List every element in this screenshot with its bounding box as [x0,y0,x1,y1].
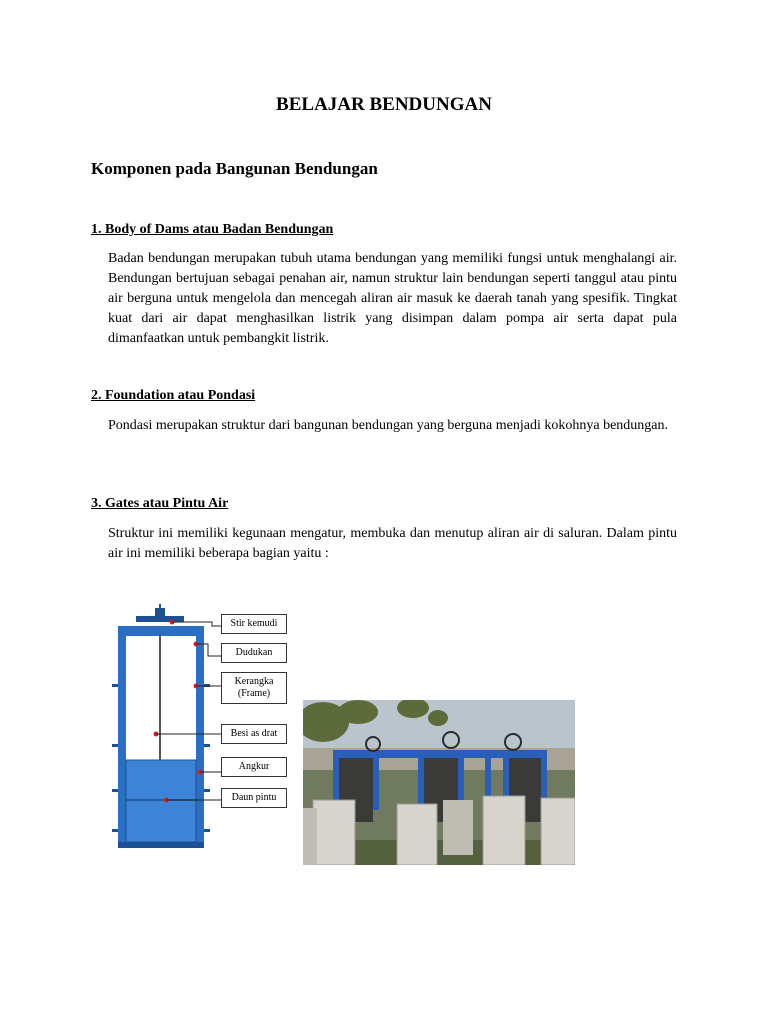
label-dudukan: Dudukan [221,643,287,663]
water-gate-photo [303,700,575,865]
section-title: Komponen pada Bangunan Bendungan [91,159,378,178]
water-gate-photo-illustration [303,700,575,865]
document-title: BELAJAR BENDUNGAN [276,94,492,115]
label-kerangka-line1: Kerangka [234,676,274,687]
heading-foundation: 2. Foundation atau Pondasi [91,388,256,403]
heading-gates: 3. Gates atau Pintu Air [91,496,229,511]
paragraph-body-of-dams: Badan bendungan merupakan tubuh utama bendungan yang memiliki fungsi untuk menghalangi air. Bendungan bertujuan sebagai penahan air, namun struktur lain bendungan seperti tanggul atau pintu air berguna untuk mengelola dan mencegah aliran air masuk ke daerah tanah yang spesifik. Tingkat kuat dari air dapat menghasilkan listrik yang disimpan dalam pompa air serta dapat pula dimanfaatkan untuk pembangkit listrik. [108,251,677,346]
paragraph-gates: Struktur ini memiliki kegunaan mengatur, membuka dan menutup aliran air di saluran. Dalam pintu air ini memiliki beberapa bagian yaitu : [108,526,677,561]
label-kerangka-line2: (Frame) [237,688,271,699]
label-kerangka [221,672,287,704]
paragraph-foundation: Pondasi merupakan struktur dari bangunan bendungan yang berguna menjadi kokohnya bendungan. [108,418,668,433]
label-stir-kemudi: Stir kemudi [221,614,287,634]
gate-diagram-figure [100,604,292,854]
label-besi-as-drat: Besi as drat [221,724,287,744]
label-daun-pintu: Daun pintu [221,788,287,808]
label-angkur: Angkur [221,757,287,777]
heading-body-of-dams: 1. Body of Dams atau Badan Bendungan [91,222,334,237]
